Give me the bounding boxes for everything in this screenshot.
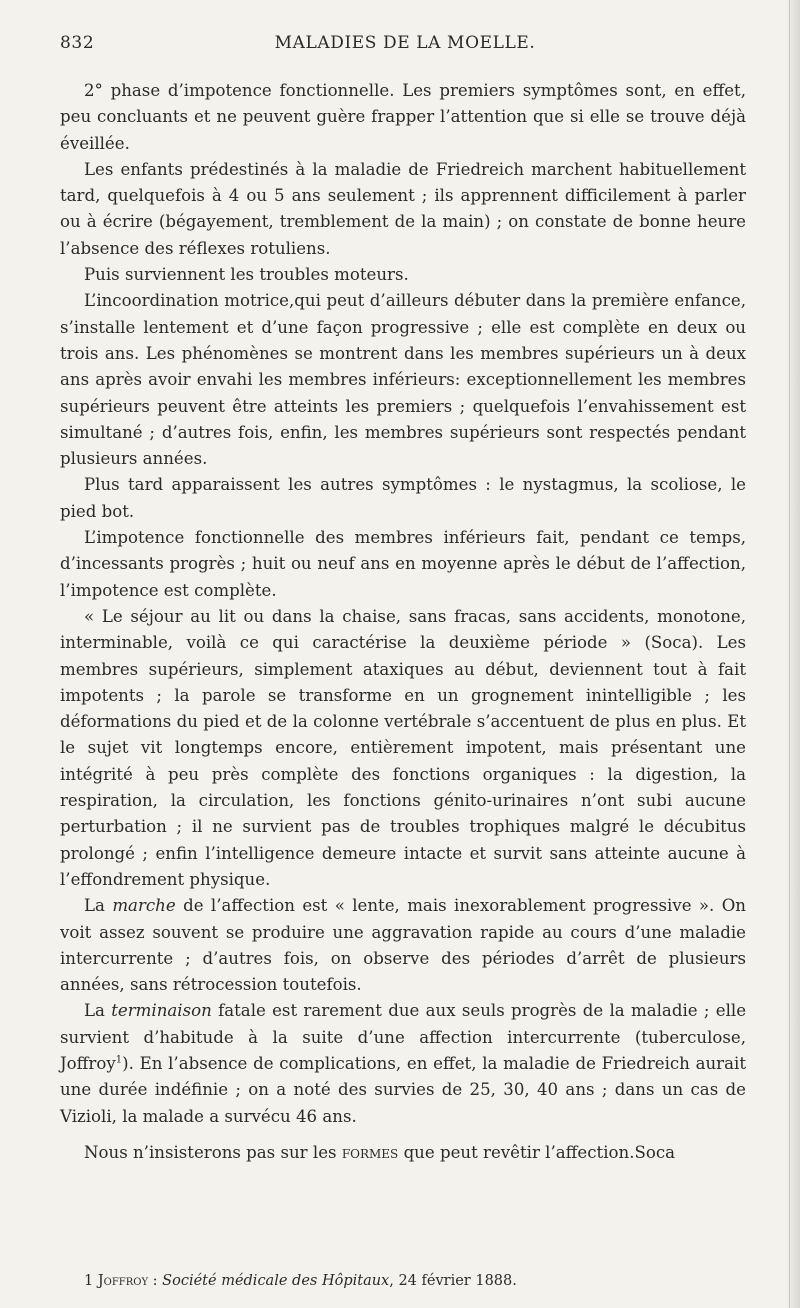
- marche-prefix: La: [84, 896, 105, 916]
- paragraph-autres-symptomes: Plus tard apparaissent les autres symptômes : le nystagmus, la scoliose, le pied bot.: [60, 475, 746, 521]
- paragraph-troubles-moteurs: Puis surviennent les troubles moteurs.: [84, 265, 409, 285]
- paragraph-enfants: Les enfants prédestinés à la maladie de Friedreich marchent habituellement tard, quelquefois à 4 ou 5 ans seulement ; ils apprennent difficilement à parler ou à écrire (bégayement, tremblement de la main) ; on constate de bonne heure l’absence des réflexes rotuliens.: [60, 159, 746, 258]
- running-title: MALADIES DE LA MOELLE.: [274, 33, 536, 53]
- paragraph-phase: 2° phase d’impotence fonctionnelle. Les premiers symptômes sont, en effet, peu concluants et ne peuvent guère frapper l’attention que si elle se trouve déjà éveillée.: [60, 81, 746, 153]
- running-head: [60, 33, 750, 55]
- marche-term: marche: [112, 896, 176, 916]
- footnote-date: , 24 février 1888.: [389, 1273, 517, 1289]
- footnote-source: Société médicale des Hôpitaux: [162, 1273, 390, 1289]
- footnote-separator: :: [152, 1273, 158, 1289]
- terminaison-term: terminaison: [111, 1001, 212, 1021]
- page-edge-line: [789, 0, 790, 1308]
- marche-text: de l’affection est « lente, mais inexorablement progressive ». On voit assez souvent se produire une aggravation rapide au cours d’une maladie intercurrente ; d’autres fois, on observe des périodes d’arrêt de plusieurs années, sans rétrocession toutefois.: [60, 896, 746, 995]
- formes-term: formes: [341, 1142, 399, 1162]
- paragraph-incoordination: L’incoordination motrice,qui peut d’ailleurs débuter dans la première enfance, s’installe lentement et d’une façon progressive ; elle est complète en deux ou trois ans. Les phénomènes se montrent dans les membres supérieurs un à deux ans après avoir envahi les membres inférieurs: exceptionnellement les membres supérieurs peuvent être atteints les premiers ; quelquefois l’envahissement est simultané ; d’autres fois, enfin, les membres supérieurs sont respectés pendant plusieurs années.: [60, 291, 746, 469]
- formes-after: que peut revêtir l’affection.Soca: [403, 1142, 676, 1162]
- footnote-author: Joffroy: [97, 1273, 149, 1289]
- paragraph-marche: [60, 893, 746, 998]
- paragraph-impotence: L’impotence fonctionnelle des membres inférieurs fait, pendant ce temps, d’incessants progrès ; huit ou neuf ans en moyenne après le début de l’affection, l’impotence est complète.: [60, 528, 746, 600]
- terminaison-prefix: La: [84, 1001, 105, 1021]
- formes-before: Nous n’insisterons pas sur les: [84, 1142, 337, 1162]
- footnote-reference: 1: [115, 1054, 123, 1066]
- paragraph-terminaison: [60, 998, 746, 1129]
- page-number: 832: [60, 33, 95, 53]
- paragraph-formes: [60, 1140, 746, 1166]
- body-text: [60, 78, 746, 1166]
- terminaison-text-end: ). En l’absence de complications, en effet, la maladie de Friedreich aurait une durée indéfinie ; on a noté des survies de 25, 30, 40 ans ; dans un cas de Vizioli, la malade a survécu 46 ans.: [60, 1053, 746, 1126]
- footnote-number: 1: [84, 1273, 94, 1289]
- paragraph-sejour: « Le séjour au lit ou dans la chaise, sans fracas, sans accidents, monotone, interminable, voilà ce qui caractérise la deuxième période » (Soca). Les membres supérieurs, simplement ataxiques au début, deviennent tout à fait impotents ; la parole se transforme en un grognement inintelligible ; les déformations du pied et de la colonne vertébrale s’accentuent de plus en plus. Et le sujet vit longtemps encore, entièrement impotent, mais présentant une intégrité à peu près complète des fonctions organiques : la digestion, la respiration, la circulation, les fonctions génito-urinaires n’ont subi aucune perturbation ; il ne survient pas de troubles trophiques malgré le décubitus prolongé ; enfin l’intelligence demeure intacte et survit sans atteinte aucune à l’effondrement physique.: [60, 606, 746, 889]
- footnote: [60, 1272, 746, 1290]
- terminaison-text: fatale est rarement due aux seuls progrès de la maladie ; elle survient d’habitude à la suite d’une affection intercurrente (tuberculose, Joffroy: [60, 1001, 747, 1073]
